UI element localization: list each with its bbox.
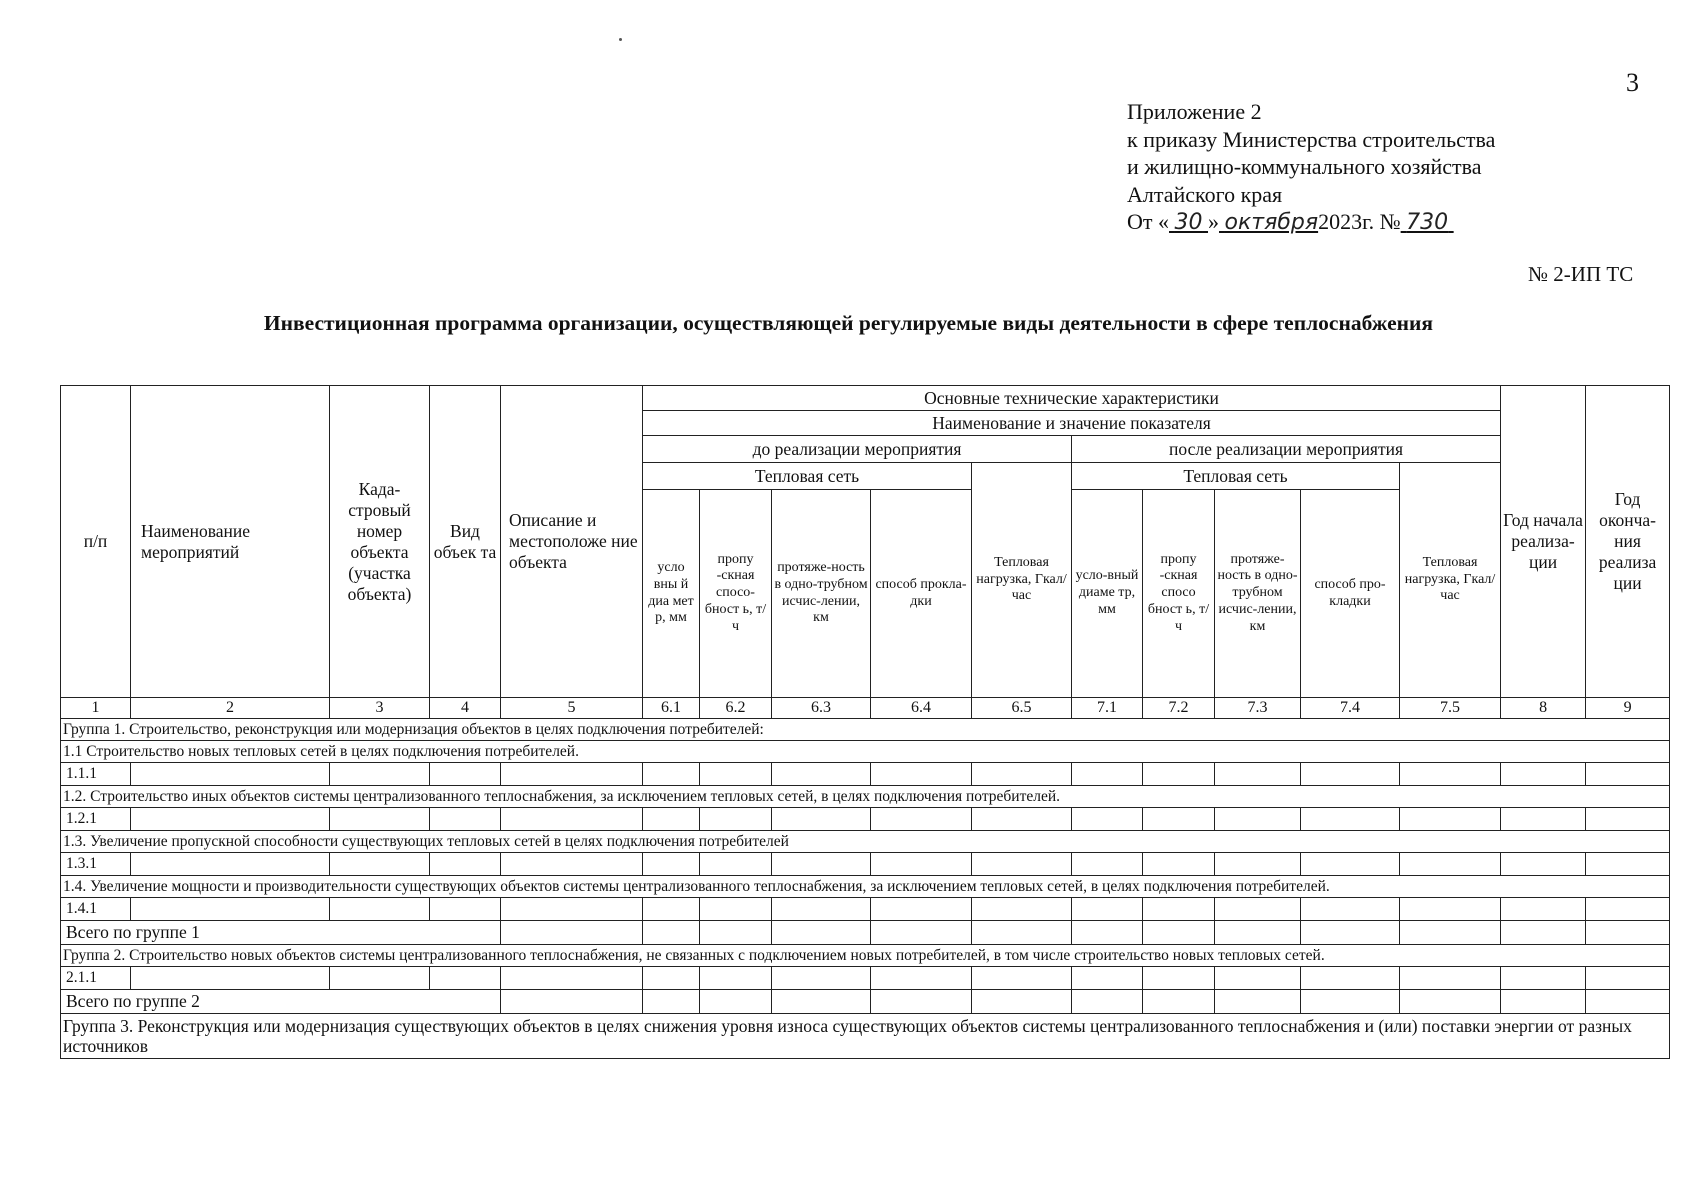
header-indicator: Наименование и значение показателя: [643, 411, 1501, 436]
scan-speck: [619, 38, 622, 41]
header-after-length: протяже-ность в одно-трубном исчис-лении, км: [1215, 490, 1301, 698]
table-row: [61, 853, 1670, 876]
header-name: Наименование мероприятий: [131, 386, 330, 698]
colnum: 6.1: [643, 698, 700, 719]
subgroup-1-2-title: 1.2. Строительство иных объектов системы централизованного теплоснабжения, за исключением тепловых сетей, в целях подключения потребителей.: [61, 786, 1670, 808]
table-row: [61, 763, 1670, 786]
colnum: 8: [1501, 698, 1586, 719]
subgroup-1-4-title: 1.4. Увеличение мощности и производительности существующих объектов системы централизованного теплоснабжения, за исключением тепловых сетей, в целях подключения потребителей.: [61, 876, 1670, 898]
header-before-length: протяже-ность в одно-трубном исчис-лении, км: [772, 490, 871, 698]
header-pp: п/п: [61, 386, 131, 698]
colnum: 2: [131, 698, 330, 719]
colnum: 7.5: [1400, 698, 1501, 719]
colnum: 7.1: [1072, 698, 1143, 719]
group-1-title: Группа 1. Строительство, реконструкция или модернизация объектов в целях подключения потребителей:: [61, 719, 1670, 741]
colnum: 7.3: [1215, 698, 1301, 719]
subgroup-1-3-title: 1.3. Увеличение пропускной способности существующих тепловых сетей в целях подключения потребителей: [61, 831, 1670, 853]
colnum: 6.4: [871, 698, 972, 719]
page-number: 3: [1626, 68, 1639, 97]
column-numbers-row: [61, 698, 1670, 719]
row-code: 1.3.1: [61, 853, 131, 876]
header-after: после реализации мероприятия: [1072, 436, 1501, 463]
colnum: 1: [61, 698, 131, 719]
header-before-diameter: усло вны й диа мет р, мм: [643, 490, 700, 698]
investment-table: [60, 385, 1670, 1059]
order-number: 730: [1406, 210, 1449, 235]
table-row: [61, 967, 1670, 990]
appendix-line-4: Алтайского края: [1127, 181, 1283, 207]
appendix-date-line: [1127, 208, 1647, 237]
colnum: 7.4: [1301, 698, 1400, 719]
header-main-tech: Основные технические характеристики: [643, 386, 1501, 411]
appendix-line-3: и жилищно-коммунального хозяйства: [1127, 154, 1482, 179]
row-code: 2.1.1: [61, 967, 131, 990]
header-after-laying: способ про-кладки: [1301, 490, 1400, 698]
total-row: [61, 921, 1670, 945]
total-row: [61, 990, 1670, 1014]
colnum: 6.2: [700, 698, 772, 719]
header-description: Описание и местоположе ние объекта: [501, 386, 643, 698]
row-code: 1.4.1: [61, 898, 131, 921]
row-code: 1.1.1: [61, 763, 131, 786]
appendix-block: [1127, 98, 1647, 237]
order-number-underline: [1401, 209, 1454, 234]
header-after-load: Тепловая нагрузка, Гкал/час: [1400, 463, 1501, 698]
subgroup-1-1-title: 1.1 Строительство новых тепловых сетей в целях подключения потребителей.: [61, 741, 1670, 763]
header-after-capacity: пропу -скная спосо бност ь, т/ч: [1143, 490, 1215, 698]
appendix-line-1: Приложение 2: [1127, 99, 1262, 124]
date-mid: »: [1208, 209, 1220, 234]
header-after-diameter: усло-вный диаме тр, мм: [1072, 490, 1143, 698]
header-before-load: Тепловая нагрузка, Гкал/час: [972, 463, 1072, 698]
date-day-underline: [1169, 209, 1208, 234]
total-group-2: Всего по группе 2: [61, 990, 501, 1014]
header-cadastral: Када-стровый номер объекта (участка объекта): [330, 386, 430, 698]
appendix-line-2: к приказу Министерства строительства: [1127, 126, 1496, 152]
colnum: 7.2: [1143, 698, 1215, 719]
header-heat-net-after: Тепловая сеть: [1072, 463, 1400, 490]
form-number: № 2-ИП ТС: [1528, 262, 1634, 286]
date-month-underline: [1219, 209, 1318, 234]
colnum: 6.3: [772, 698, 871, 719]
date-day: 30: [1174, 210, 1203, 235]
document-title: Инвестиционная программа организации, осуществляющей регулируемые виды деятельности в сфере теплоснабжения: [263, 311, 1434, 335]
colnum: 3: [330, 698, 430, 719]
header-before: до реализации мероприятия: [643, 436, 1072, 463]
header-before-laying: способ прокла-дки: [871, 490, 972, 698]
header-heat-net-before: Тепловая сеть: [643, 463, 972, 490]
date-prefix: От «: [1127, 209, 1170, 234]
group-2-title: Группа 2. Строительство новых объектов системы централизованного теплоснабжения, не связанных с подключением новых потребителей, в том числе строительство новых тепловых сетей.: [61, 945, 1670, 967]
date-month: октября: [1224, 210, 1319, 235]
table-row: [61, 808, 1670, 831]
group-3-title: Группа 3. Реконструкция или модернизация существующих объектов в целях снижения уровня износа существующих объектов системы централизованного теплоснабжения и (или) поставки энергии от разных источников: [61, 1014, 1670, 1059]
header-end-year: Год оконча-ния реализа ции: [1586, 386, 1670, 698]
header-start-year: Год начала реализа-ции: [1501, 386, 1586, 698]
colnum: 9: [1586, 698, 1670, 719]
date-year: 2023г. №: [1318, 209, 1401, 234]
colnum: 6.5: [972, 698, 1072, 719]
colnum: 4: [430, 698, 501, 719]
header-before-capacity: пропу -скная спосо-бност ь, т/ч: [700, 490, 772, 698]
table-row: [61, 898, 1670, 921]
header-object-type: Вид объек та: [430, 386, 501, 698]
total-group-1: Всего по группе 1: [61, 921, 501, 945]
colnum: 5: [501, 698, 643, 719]
row-code: 1.2.1: [61, 808, 131, 831]
